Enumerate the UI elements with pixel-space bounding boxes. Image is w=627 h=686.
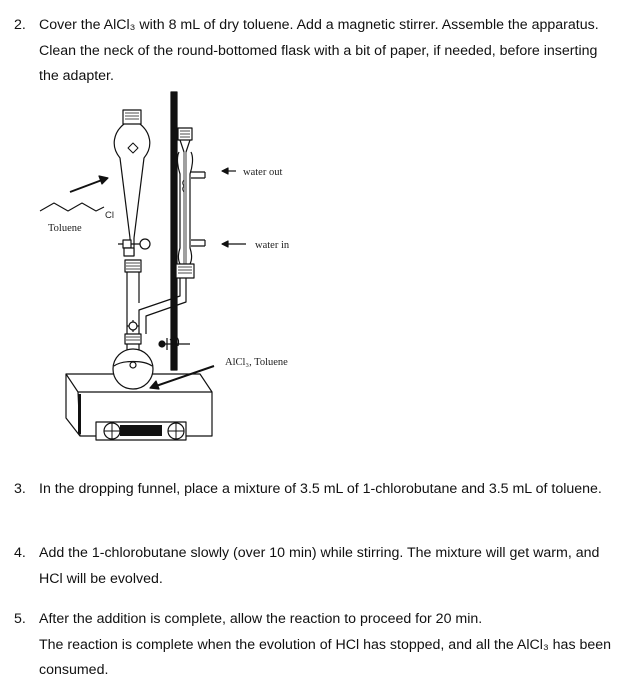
step-3 <box>14 477 613 503</box>
label-cl: Cl <box>105 210 114 221</box>
label-toluene: Toluene <box>48 223 82 234</box>
step-text: Add the 1-chlorobutane slowly (over 10 min) while stirring. The mixture will get warm, and HCl will be evolved. <box>39 545 600 587</box>
step-2 <box>14 13 613 90</box>
step-number: 4. <box>14 545 26 561</box>
step-number: 5. <box>14 611 26 627</box>
step-text-line-1: After the addition is complete, allow the reaction to proceed for 20 min. <box>39 611 483 627</box>
step-text: In the dropping funnel, place a mixture of 3.5 mL of 1-chlorobutane and 3.5 mL of toluene. <box>39 481 602 497</box>
step-text-line-2: The reaction is complete when the evolution of HCl has stopped, and all the AlCl₃ has been consumed. <box>39 636 612 678</box>
reflux-condenser <box>176 128 205 278</box>
round-bottom-flask <box>113 334 153 389</box>
step-5 <box>14 607 613 684</box>
step-4 <box>14 541 613 592</box>
label-flask-contents: AlCl₃, Toluene <box>225 357 288 368</box>
support-rod <box>171 92 177 370</box>
apparatus-figure <box>0 88 627 458</box>
arrow-reagent <box>70 180 102 192</box>
step-number: 3. <box>14 481 26 497</box>
apparatus-diagram <box>0 88 627 458</box>
label-water-out: water out <box>243 167 283 178</box>
label-water-in: water in <box>255 240 290 251</box>
step-number: 2. <box>14 17 26 33</box>
chlorobutane-structure <box>40 203 104 211</box>
step-text: Cover the AlCl₃ with 8 mL of dry toluene. Add a magnetic stirrer. Assemble the apparatus. Clean the neck of the round-bottomed flask with a bit of paper, if needed, before inserting the adapter. <box>39 17 599 84</box>
dropping-funnel <box>114 110 150 256</box>
